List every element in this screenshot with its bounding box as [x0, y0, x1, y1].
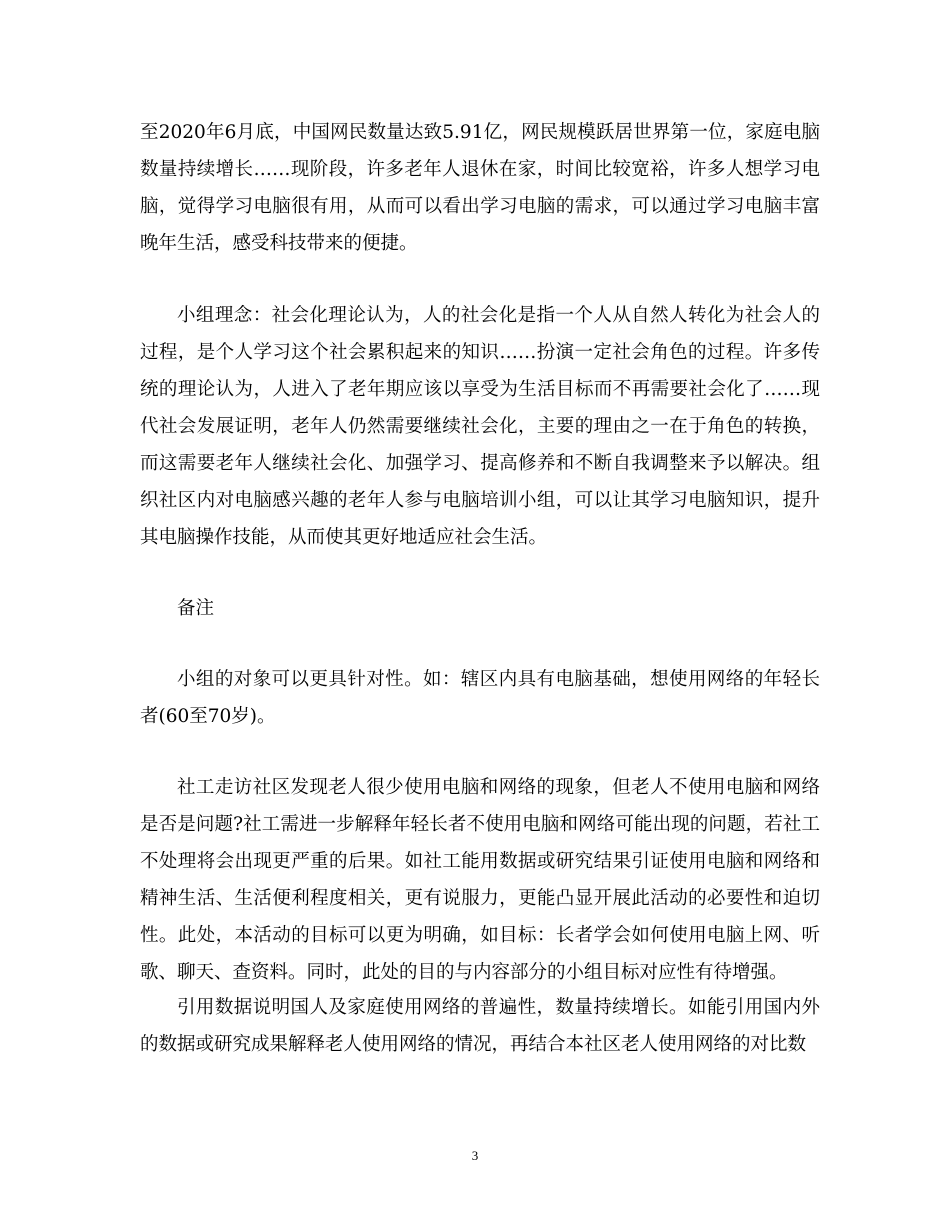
- notes-heading: 备注: [177, 598, 215, 619]
- paragraph-target-group: 小组的对象可以更具针对性。如：辖区内具有电脑基础，想使用网络的年轻长者(60至70岁)。: [140, 669, 820, 727]
- paragraph-group-concept: 小组理念：社会化理论认为，人的社会化是指一个人从自然人转化为社会人的过程，是个人学习这个社会累积起来的知识……扮演一定社会角色的过程。许多传统的理论认为，人进入了老年期应该以享受为生活目标而不再需要社会化了……现代社会发展证明，老年人仍然需要继续社会化，主要的理由之一在于角色的转换，而这需要老年人继续社会化、加强学习、提高修养和不断自我调整来予以解决。组织社区内对电脑感兴趣的老年人参与电脑培训小组，可以让其学习电脑知识，提升其电脑操作技能，从而使其更好地适应社会生活。: [140, 305, 820, 548]
- page-number: 3: [471, 1148, 479, 1163]
- paragraph-statistics: 至2020年6月底，中国网民数量达致5.91亿，网民规模跃居世界第一位，家庭电脑数量持续增长……现阶段，许多老年人退休在家，时间比较宽裕，许多人想学习电脑，觉得学习电脑很有用，从而可以看出学习电脑的需求，可以通过学习电脑丰富晚年生活，感受科技带来的便捷。: [140, 122, 820, 254]
- paragraph-data-citation: 引用数据说明国人及家庭使用网络的普遍性，数量持续增长。如能引用国内外的数据或研究成果解释老人使用网络的情况，再结合本社区老人使用网络的对比数: [140, 997, 820, 1055]
- paragraph-social-worker-visit: 社工走访社区发现老人很少使用电脑和网络的现象，但老人不使用电脑和网络是否是问题?社工需进一步解释年轻长者不使用电脑和网络可能出现的问题，若社工不处理将会出现更严重的后果。如社工能用数据或研究结果引证使用电脑和网络和精神生活、生活便利程度相关，更有说服力，更能凸显开展此活动的必要性和迫切性。此处，本活动的目标可以更为明确，如目标：长者学会如何使用电脑上网、听歌、聊天、查资料。同时，此处的目的与内容部分的小组目标对应性有待增强。: [140, 777, 820, 983]
